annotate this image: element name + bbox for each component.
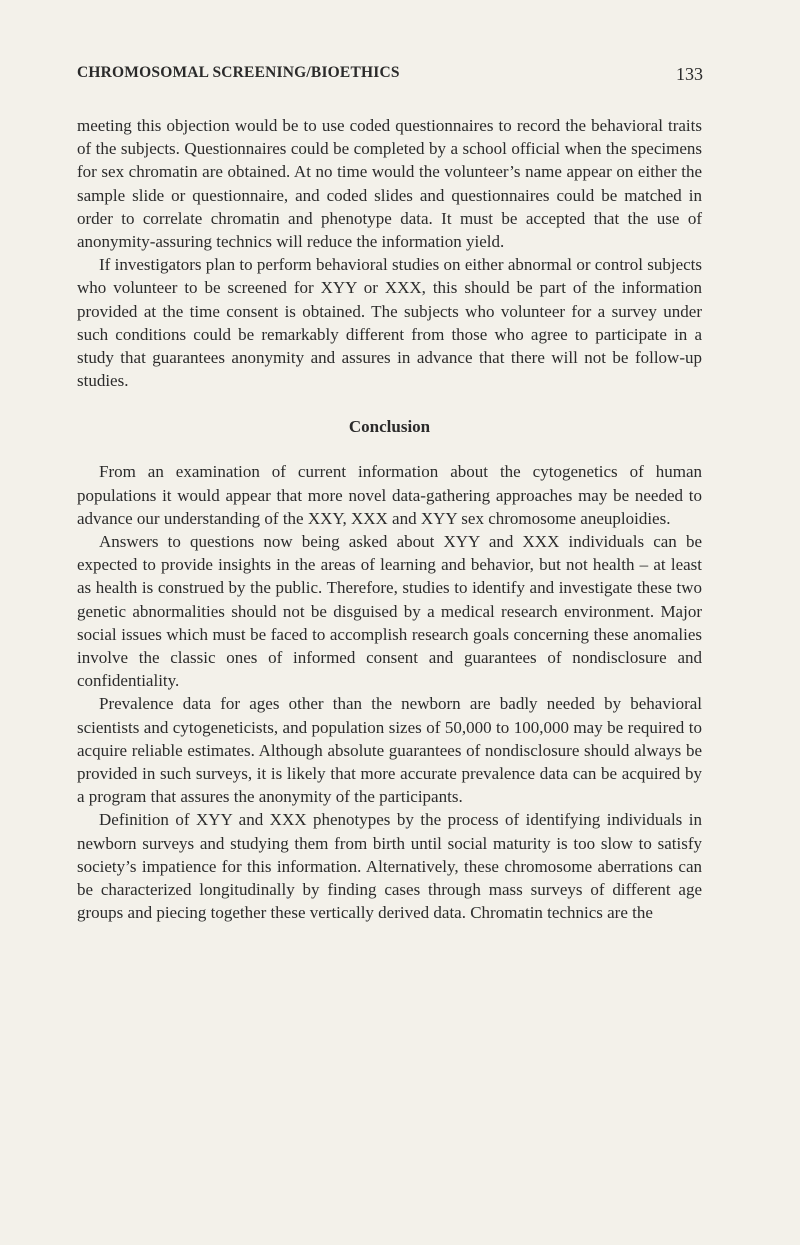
paragraph: meeting this objection would be to use coded questionnaires to record the behavioral traits of the subjects. Questionnaires could be completed by a school official when the specimens for sex chromatin are obtained. At no time would the volunteer’s name appear on either the sample slide or questionnaire, and coded slides and questionnaires could be matched in order to correlate chromatin and phenotype data. It must be accepted that the use of anonymity-assuring technics will reduce the information yield. [77,116,702,252]
paragraph: Answers to questions now being asked about XYY and XXX individuals can be expected to provide insights in the areas of learning and behavior, but not health – at least as health is construed by the public. Therefore, studies to identify and investigate these two genetic abnormalities should not be disguised by a medical research environment. Major social issues which must be faced to accomplish research goals concerning these anomalies involve the classic ones of informed consent and guarantees of nondisclosure and confidentiality. [77,532,702,691]
body-text [77,114,702,925]
page-number: 133 [676,64,703,84]
paragraph: From an examination of current information about the cytogenetics of human populations it would appear that more novel data-gathering approaches may be needed to advance our understanding of the XXY, XXX and XYY sex chromosome aneuploidies. [77,462,702,528]
paragraph: Prevalence data for ages other than the newborn are badly needed by behavioral scientists and cytogeneticists, and population sizes of 50,000 to 100,000 may be required to acquire reliable estimates. Although absolute guarantees of nondisclosure should always be provided in such surveys, it is likely that more accurate prevalence data can be acquired by a program that assures the anonymity of the participants. [77,694,702,807]
running-head: CHROMOSOMAL SCREENING/BIOETHICS [77,64,400,81]
page-header [77,64,703,92]
paragraph: If investigators plan to perform behavioral studies on either abnormal or control subjects who volunteer to be screened for XYY or XXX, this should be part of the information provided at the time consent is obtained. The subjects who volunteer for a survey under such conditions could be remarkably different from those who agree to participate in a study that guarantees anonymity and assures in advance that there will not be follow-up studies. [77,255,702,391]
paragraph: Definition of XYY and XXX phenotypes by the process of identifying individuals in newborn surveys and studying them from birth until social maturity is too slow to satisfy society’s impatience for this information. Alternatively, these chromosome aberrations can be characterized longitudinally by finding cases through mass surveys of different age groups and piecing together these vertically derived data. Chromatin technics are the [77,810,702,923]
section-heading: Conclusion [348,417,431,437]
